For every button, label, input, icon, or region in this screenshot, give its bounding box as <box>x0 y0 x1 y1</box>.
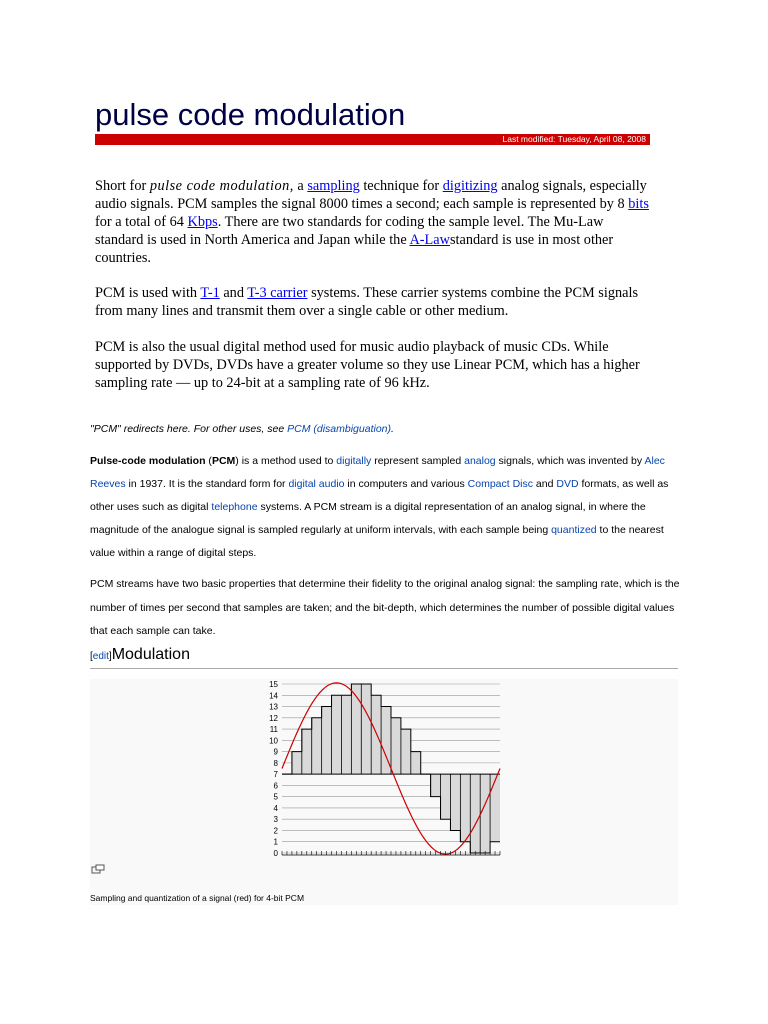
y-tick-label: 6 <box>273 781 278 791</box>
wiki-paragraph-2: PCM streams have two basic properties that determine their fidelity to the original analog signal: the sampling rate, which is the number of times per second that samples are taken; and the bit-depth, which determines the number of possible digital values that each sample can take. <box>90 578 680 637</box>
y-tick-label: 12 <box>269 713 278 723</box>
figure-caption: Sampling and quantization of a signal (red) for 4-bit PCM <box>90 893 305 903</box>
y-tick-label: 13 <box>269 702 278 712</box>
y-tick-label: 4 <box>273 803 278 813</box>
wiki-paragraph-1: Pulse-code modulation (PCM) is a method used to digitally represent sampled analog signals, which was invented by Alec Reeves in 1937. It is the standard form for digital audio in computers and various Compact Disc and DVD formats, as well as other uses such as digital telephone systems. A PCM stream is a digital representation of an analog signal, in where the magnitude of the analogue signal is sampled regularly at uniform intervals, with each sample being quantized to the nearest value within a range of digital steps. <box>90 455 669 559</box>
y-tick-label: 2 <box>273 826 278 836</box>
y-tick-label: 10 <box>269 736 278 746</box>
link-a-law[interactable]: A-Law <box>409 232 450 248</box>
link-digitizing[interactable]: digitizing <box>442 178 498 194</box>
link-analog[interactable]: analog <box>464 455 496 467</box>
link-alec-reeves[interactable]: Alec Reeves <box>90 455 665 490</box>
link-pcm-disambiguation[interactable]: PCM (disambiguation) <box>287 423 391 435</box>
enlarge-icon[interactable] <box>91 864 105 874</box>
edit-bracket-close: ] <box>108 651 112 662</box>
y-tick-label: 0 <box>273 849 278 858</box>
link-kbps[interactable]: Kbps <box>187 214 218 230</box>
y-tick-label: 14 <box>269 691 278 701</box>
intro-paragraph-1: Short for pulse code modulation, a sampling technique for digitizing analog signals, especially audio signals. PCM samples the signal 8000 times a second; each sample is represented by 8 bits for a total of 64 Kbps. There are two standards for coding the sample level. The Mu-Law standard is used in North America and Japan while the A-Lawstandard is use in most other countries. <box>95 178 649 266</box>
last-modified-bar: Last modified: Tuesday, April 08, 2008 <box>95 134 650 145</box>
link-t1[interactable]: T-1 <box>200 285 220 301</box>
intro-paragraph-2: PCM is used with T-1 and T-3 carrier systems. These carrier systems combine the PCM signals from many lines and transmit them over a single cable or other medium. <box>95 285 639 319</box>
y-tick-label: 9 <box>273 747 278 757</box>
link-compact-disc[interactable]: Compact Disc <box>467 478 534 490</box>
pcm-chart <box>262 678 502 863</box>
y-tick-label: 5 <box>273 792 278 802</box>
y-tick-label: 8 <box>273 758 278 768</box>
redirect-note: "PCM" redirects here. For other uses, see PCM (disambiguation). <box>90 423 394 435</box>
page-title: pulse code modulation <box>95 97 406 132</box>
link-telephone[interactable]: telephone <box>211 501 258 513</box>
edit-bracket-open: [ <box>90 651 93 662</box>
link-digitally[interactable]: digitally <box>336 455 372 467</box>
y-tick-label: 1 <box>273 837 278 847</box>
intro-paragraph-3: PCM is also the usual digital method used for music audio playback of music CDs. While supported by DVDs, DVDs have a greater volume so they use Linear PCM, which has a higher sampling rate — up to 24-bit at a sampling rate of 96 kHz. <box>95 339 640 391</box>
section-heading-modulation <box>90 646 678 669</box>
link-bits[interactable]: bits <box>628 196 649 212</box>
link-sampling[interactable]: sampling <box>307 178 360 194</box>
edit-link[interactable]: edit <box>92 651 109 662</box>
y-tick-label: 7 <box>273 770 278 780</box>
link-quantized[interactable]: quantized <box>551 524 597 536</box>
link-t3-carrier[interactable]: T-3 carrier <box>247 285 308 301</box>
link-digital-audio[interactable]: digital audio <box>288 478 345 490</box>
y-tick-label: 11 <box>269 725 278 735</box>
y-tick-label: 3 <box>273 815 278 825</box>
link-dvd[interactable]: DVD <box>556 478 579 490</box>
y-tick-label: 15 <box>269 680 278 689</box>
section-heading-text: Modulation <box>111 646 190 663</box>
